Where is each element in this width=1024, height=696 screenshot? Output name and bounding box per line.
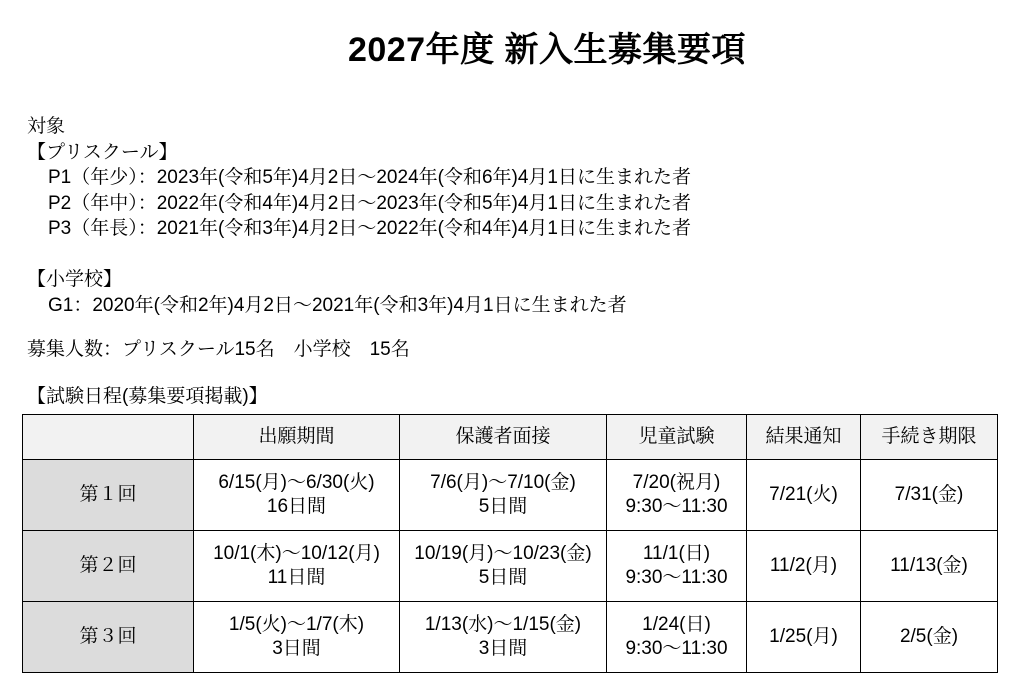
header-interview: 保護者面接 — [400, 415, 607, 460]
application-dates: 10/1(木)〜10/12(月) — [213, 543, 380, 564]
interview-days: 5日間 — [478, 567, 528, 588]
exam-cell — [607, 460, 747, 531]
preschool-item-p2: P2（年中）：2022年(令和4年)4月2日〜2023年(令和5年)4月1日に生まれた者 — [48, 192, 691, 214]
preschool-label: 【プリスクール】 — [27, 141, 178, 163]
capacity: 募集人数：プリスクール15名 小学校 15名 — [27, 339, 410, 360]
elementary-label: 【小学校】 — [27, 269, 123, 290]
header-application: 出願期間 — [194, 415, 400, 460]
header-deadline: 手続き期限 — [861, 415, 998, 460]
exam-date: 7/20(祝月) — [632, 472, 721, 493]
result-cell: 1/25(月) — [747, 602, 861, 673]
table-row — [23, 602, 998, 673]
deadline-cell: 2/5(金) — [861, 602, 998, 673]
preschool-item-p3: P3（年長）：2021年(令和3年)4月2日〜2022年(令和4年)4月1日に生まれた者 — [48, 218, 691, 239]
application-days: 11日間 — [267, 567, 326, 588]
table-header-row — [23, 415, 998, 460]
exam-time: 9:30〜11:30 — [625, 567, 728, 588]
schedule-table — [22, 414, 998, 673]
exam-cell — [607, 531, 747, 602]
interview-cell — [400, 531, 607, 602]
exam-date: 11/1(日) — [642, 543, 711, 564]
elementary-section — [27, 267, 627, 318]
interview-dates: 1/13(水)〜1/15(金) — [424, 614, 582, 635]
interview-cell — [400, 602, 607, 673]
interview-cell — [400, 460, 607, 531]
application-days: 16日間 — [266, 496, 327, 517]
interview-dates: 7/6(月)〜7/10(金) — [430, 472, 576, 493]
exam-time: 9:30〜11:30 — [625, 496, 728, 517]
interview-dates: 10/19(月)〜10/23(金) — [414, 543, 592, 564]
result-cell: 11/2(月) — [747, 531, 861, 602]
application-cell — [194, 602, 400, 673]
table-row — [23, 460, 998, 531]
row-name: 第３回 — [23, 602, 194, 673]
header-result: 結果通知 — [747, 415, 861, 460]
preschool-item-p1: P1（年少）：2023年(令和5年)4月2日〜2024年(令和6年)4月1日に生まれた者 — [48, 167, 691, 188]
application-days: 3日間 — [272, 638, 321, 659]
application-dates: 1/5(火)〜1/7(木) — [228, 614, 365, 635]
interview-days: 3日間 — [478, 638, 528, 659]
application-cell — [194, 460, 400, 531]
header-exam: 児童試験 — [607, 415, 747, 460]
deadline-cell: 11/13(金) — [861, 531, 998, 602]
result-cell: 7/21(火) — [747, 460, 861, 531]
row-name: 第２回 — [23, 531, 194, 602]
elementary-item-g1: G1：2020年(令和2年)4月2日〜2021年(令和3年)4月1日に生まれた者 — [48, 294, 627, 316]
application-cell — [194, 531, 400, 602]
exam-cell — [607, 602, 747, 673]
header-blank — [23, 415, 194, 460]
deadline-cell: 7/31(金) — [861, 460, 998, 531]
target-heading: 対象 — [27, 116, 66, 137]
schedule-label: 【試験日程(募集要項掲載)】 — [27, 386, 268, 407]
interview-days: 5日間 — [478, 496, 528, 517]
exam-time: 9:30〜11:30 — [625, 638, 728, 659]
application-dates: 6/15(月)〜6/30(火) — [218, 472, 375, 493]
page-title: 2027年度 新入生募集要項 — [347, 31, 747, 69]
target-section — [27, 114, 691, 242]
exam-date: 1/24(日) — [642, 614, 711, 635]
table-row — [23, 531, 998, 602]
row-name: 第１回 — [23, 460, 194, 531]
